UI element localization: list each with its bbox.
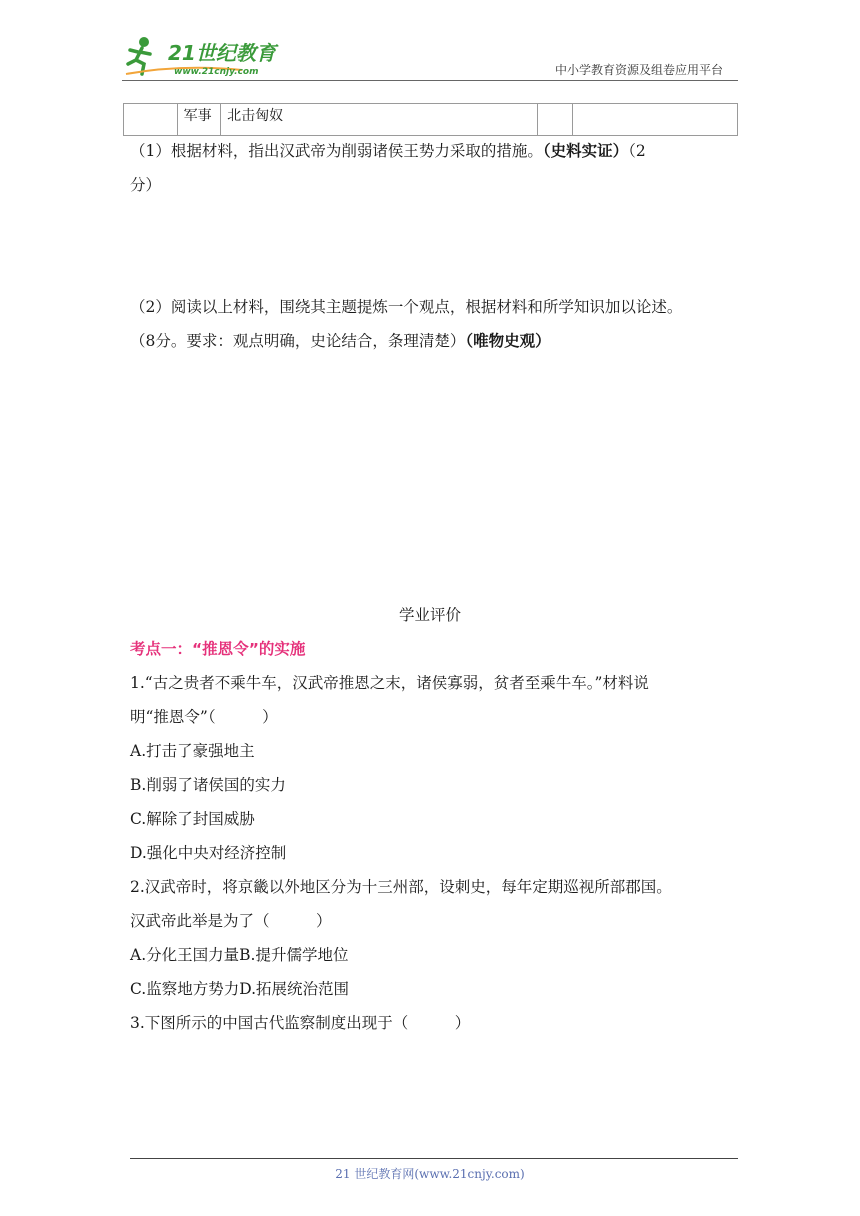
q1-stem-line2: 明“推恩令”（ ） (130, 708, 278, 726)
q2-stem-line2: 汉武帝此举是为了（ ） (130, 912, 332, 930)
question-2-line1: （2）阅读以上材料，围绕其主题提炼一个观点，根据材料和所学知识加以论述。 (130, 298, 683, 316)
table-cell-category: 军事 (177, 104, 220, 136)
footer-text: 21 世纪教育网(www.21cnjy.com) (335, 1167, 525, 1181)
table-cell (537, 104, 572, 136)
table-row (124, 104, 738, 136)
table-cell (573, 104, 738, 136)
section-title: 学业评价 (398, 606, 461, 624)
question-1 (130, 134, 740, 202)
q1-option-c: C.解除了封国威胁 (130, 810, 255, 828)
material-table (123, 103, 738, 136)
question-2-tag: （唯物史观） (465, 332, 551, 350)
platform-name: 中小学教育资源及组卷应用平台 (554, 63, 723, 77)
table-cell (124, 104, 178, 136)
runner-icon (128, 37, 150, 74)
logo-text: 21世纪教育 (168, 41, 276, 65)
footer-divider (130, 1158, 738, 1159)
table-cell-item: 北击匈奴 (221, 104, 538, 136)
question-1-score-cont: 分） (130, 176, 162, 194)
q1-stem-line1: 1.“古之贵者不乘牛车，汉武帝推恩之末，诸侯寡弱，贫者至乘牛车。”材料说 (130, 674, 649, 692)
question-1-score: （2 (628, 142, 646, 160)
question-2 (130, 290, 740, 358)
q1-option-b: B.削弱了诸侯国的实力 (130, 776, 286, 794)
site-logo (122, 34, 292, 78)
q2-stem-line1: 2.汉武帝时，将京畿以外地区分为十三州部，设刺史，每年定期巡视所部郡国。 (130, 878, 672, 896)
q2-options-ab: A.分化王国力量B.提升儒学地位 (130, 946, 349, 964)
kaodian-heading: 考点一：“推恩令”的实施 (130, 640, 306, 658)
question-2-line2: （8分。要求：观点明确，史论结合，条理清楚） (130, 332, 466, 350)
q1-option-d: D.强化中央对经济控制 (130, 844, 287, 862)
header-divider (122, 80, 738, 81)
logo-url: www.21cnjy.com (174, 67, 259, 77)
question-1-tag: （史料实证） (542, 142, 629, 160)
question-1-text: （1）根据材料，指出汉武帝为削弱诸侯王势力采取的措施。 (130, 142, 543, 160)
q1-option-a: A.打击了豪强地主 (130, 742, 255, 760)
q3-stem-line1: 3.下图所示的中国古代监察制度出现于（ ） (130, 1014, 471, 1032)
q2-options-cd: C.监察地方势力D.拓展统治范围 (130, 980, 350, 998)
